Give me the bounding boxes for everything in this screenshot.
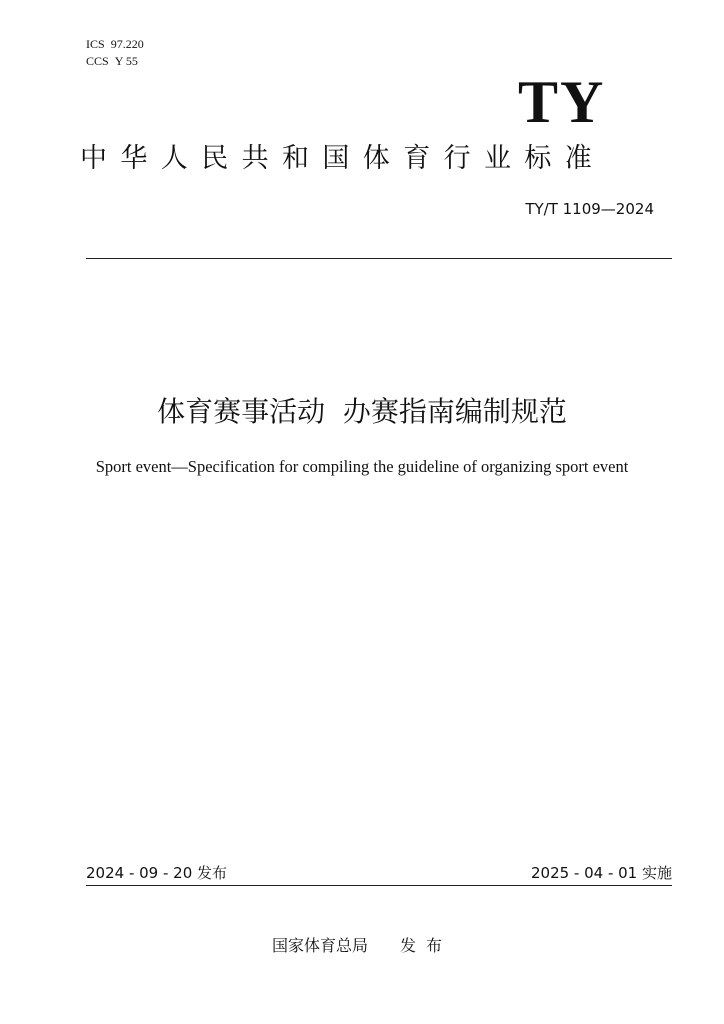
document-title-en: Sport event—Specification for compiling the guideline of organizing sport event xyxy=(95,457,629,476)
classification-block xyxy=(86,36,144,70)
standard-code: TY/T 1109—2024 xyxy=(525,200,654,218)
footer-divider xyxy=(86,885,672,886)
publisher-line xyxy=(0,935,724,957)
ccs-value: Y 55 xyxy=(114,54,138,68)
ics-label: ICS xyxy=(86,37,105,51)
issue-date: 2024 - 09 - 20 发布 xyxy=(86,864,228,882)
publisher-action: 发布 xyxy=(400,936,453,955)
ics-line xyxy=(86,36,144,53)
header-divider xyxy=(86,258,672,259)
ccs-label: CCS xyxy=(86,54,109,68)
implementation-date: 2025 - 04 - 01 实施 xyxy=(530,864,672,882)
publisher-name: 国家体育总局 xyxy=(271,936,368,955)
standard-category: 中华人民共和国体育行业标准 xyxy=(80,143,606,174)
standard-logo: TY xyxy=(518,69,606,135)
ics-value: 97.220 xyxy=(110,37,144,51)
ccs-line xyxy=(86,53,144,70)
document-title-cn: 体育赛事活动 办赛指南编制规范 xyxy=(157,395,567,428)
